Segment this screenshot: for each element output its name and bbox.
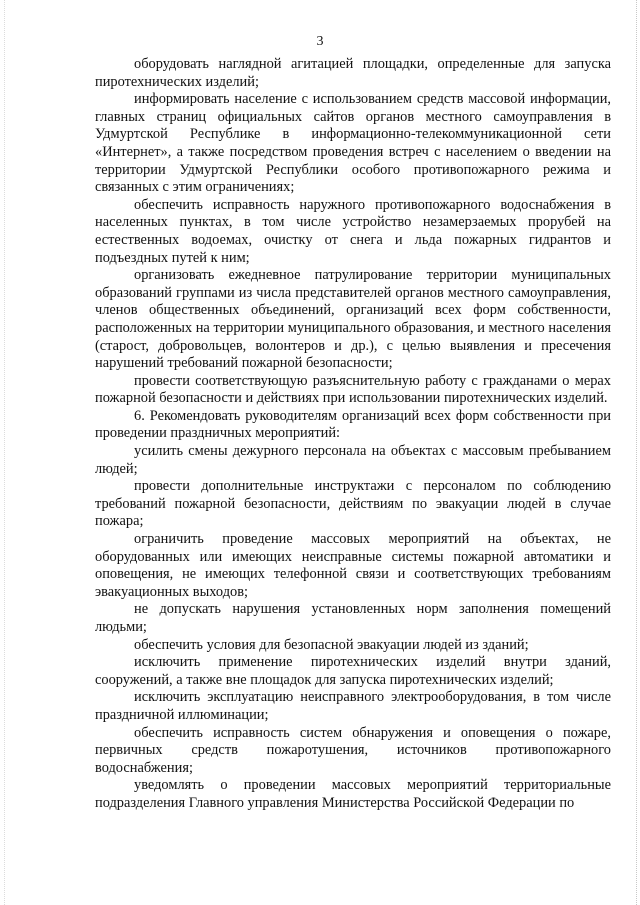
- paragraph-detection-systems: обеспечить исправность систем обнаружения и оповещения о пожаре, первичных средств пожаротушения, источников противопожарного водоснабжения;: [95, 724, 611, 776]
- paragraph-water-supply: обеспечить исправность наружного противопожарного водоснабжения в населенных пунктах, в том числе устройство незамерзаемых прорубей на естественных водоемах, очистку от снега и льда пожарных гидрантов и подъездных путей к ним;: [95, 196, 611, 266]
- paragraph-inform-population: информировать население с использованием средств массовой информации, главных страниц официальных сайтов органов местного самоуправления в Удмуртской Республике в информационно-телекоммуникационной сети «Интернет», а также посредством проведения встреч с населением о введении на территории Удмуртской Республики особого противопожарного режима и связанных с этим ограничениях;: [95, 91, 611, 196]
- paragraph-occupancy-norms: не допускать нарушения установленных норм заполнения помещений людьми;: [95, 601, 611, 635]
- document-body: [95, 56, 611, 813]
- paragraph-signage: оборудовать наглядной агитацией площадки, определенные для запуска пиротехнических изделий;: [95, 56, 611, 90]
- page-number: 3: [316, 34, 324, 49]
- paragraph-pyrotechnics: исключить применение пиротехнических изделий внутри зданий, сооружений, а также вне площадок для запуска пиротехнических изделий;: [95, 654, 611, 688]
- scan-edge-right: [635, 0, 637, 905]
- paragraph-electrical: исключить эксплуатацию неисправного электрооборудования, в том числе праздничной иллюминации;: [95, 689, 611, 723]
- paragraph-patrolling: организовать ежедневное патрулирование территории муниципальных образований группами из числа представителей органов местного самоуправления, членов общественных объединений, организаций всех форм собственности, расположенных на территории муниципального образования, и местного населения (старост, добровольцев, волонтеров и др.), с целью выявления и пресечения нарушений требований пожарной безопасности;: [95, 267, 611, 372]
- paragraph-briefings: провести дополнительные инструктажи с персоналом по соблюдению требований пожарной безопасности, действиям по эвакуации людей в случае пожара;: [95, 478, 611, 530]
- paragraph-item-6: 6. Рекомендовать руководителям организаций всех форм собственности при проведении праздничных мероприятий:: [95, 407, 611, 442]
- paragraph-strengthen-shifts: усилить смены дежурного персонала на объектах с массовым пребыванием людей;: [95, 443, 611, 477]
- scan-edge-left: [4, 0, 6, 905]
- paragraph-evacuation: обеспечить условия для безопасной эвакуации людей из зданий;: [134, 636, 529, 653]
- paragraph-limit-events: ограничить проведение массовых мероприятий на объектах, не оборудованных или имеющих неисправные системы пожарной автоматики и оповещения, не имеющих телефонной связи и соответствующих требованиям эвакуационных выходов;: [95, 531, 611, 600]
- paragraph-notify: уведомлять о проведении массовых мероприятий территориальные подразделения Главного управления Министерства Российской Федерации по: [95, 777, 611, 811]
- paragraph-explanatory-work: провести соответствующую разъяснительную работу с гражданами о мерах пожарной безопасности и действиях при использовании пиротехнических изделий.: [95, 372, 611, 407]
